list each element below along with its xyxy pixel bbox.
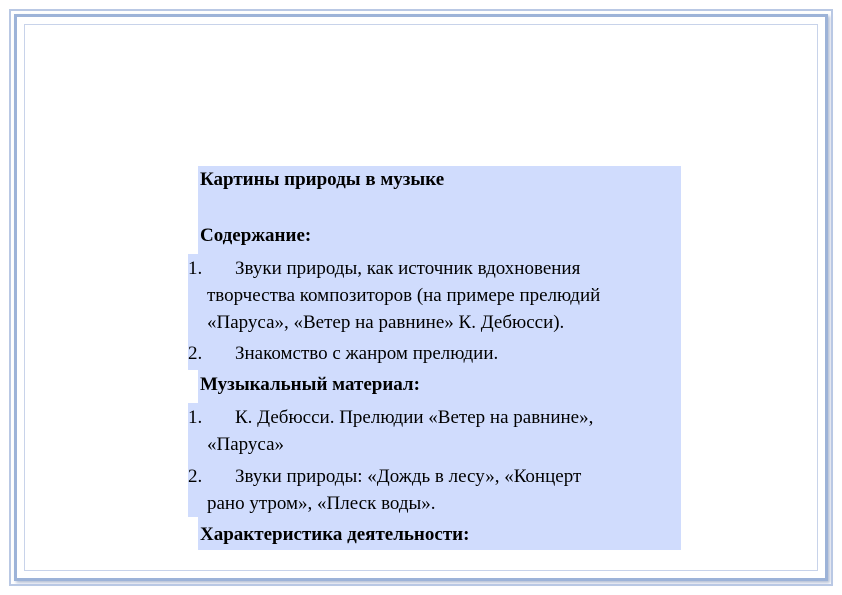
activity-heading: Характеристика деятельности: bbox=[200, 524, 470, 545]
list-item-number: 2. bbox=[188, 466, 203, 487]
list-item-number: 2. bbox=[188, 343, 203, 364]
list-item-text: Звуки природы, как источник вдохновения bbox=[235, 258, 581, 279]
list-item-text: Звуки природы: «Дождь в лесу», «Концерт bbox=[235, 466, 582, 487]
list-item-text: Знакомство с жанром прелюдии. bbox=[235, 343, 499, 364]
list-item-text: К. Дебюсси. Прелюдии «Ветер на равнине», bbox=[235, 407, 594, 428]
list-item-number: 1. bbox=[188, 407, 203, 428]
list-item-text: «Паруса», «Ветер на равнине» К. Дебюсси). bbox=[207, 312, 565, 333]
list-item-text: творчества композиторов (на примере прелюдий bbox=[207, 285, 601, 306]
list-item-text: рано утром», «Плеск воды». bbox=[207, 493, 436, 514]
content-heading: Содержание: bbox=[200, 225, 312, 246]
slide-title: Картины природы в музыке bbox=[200, 169, 445, 190]
list-item-text: «Паруса» bbox=[207, 434, 285, 455]
material-heading: Музыкальный материал: bbox=[200, 374, 420, 395]
list-item-number: 1. bbox=[188, 258, 203, 279]
